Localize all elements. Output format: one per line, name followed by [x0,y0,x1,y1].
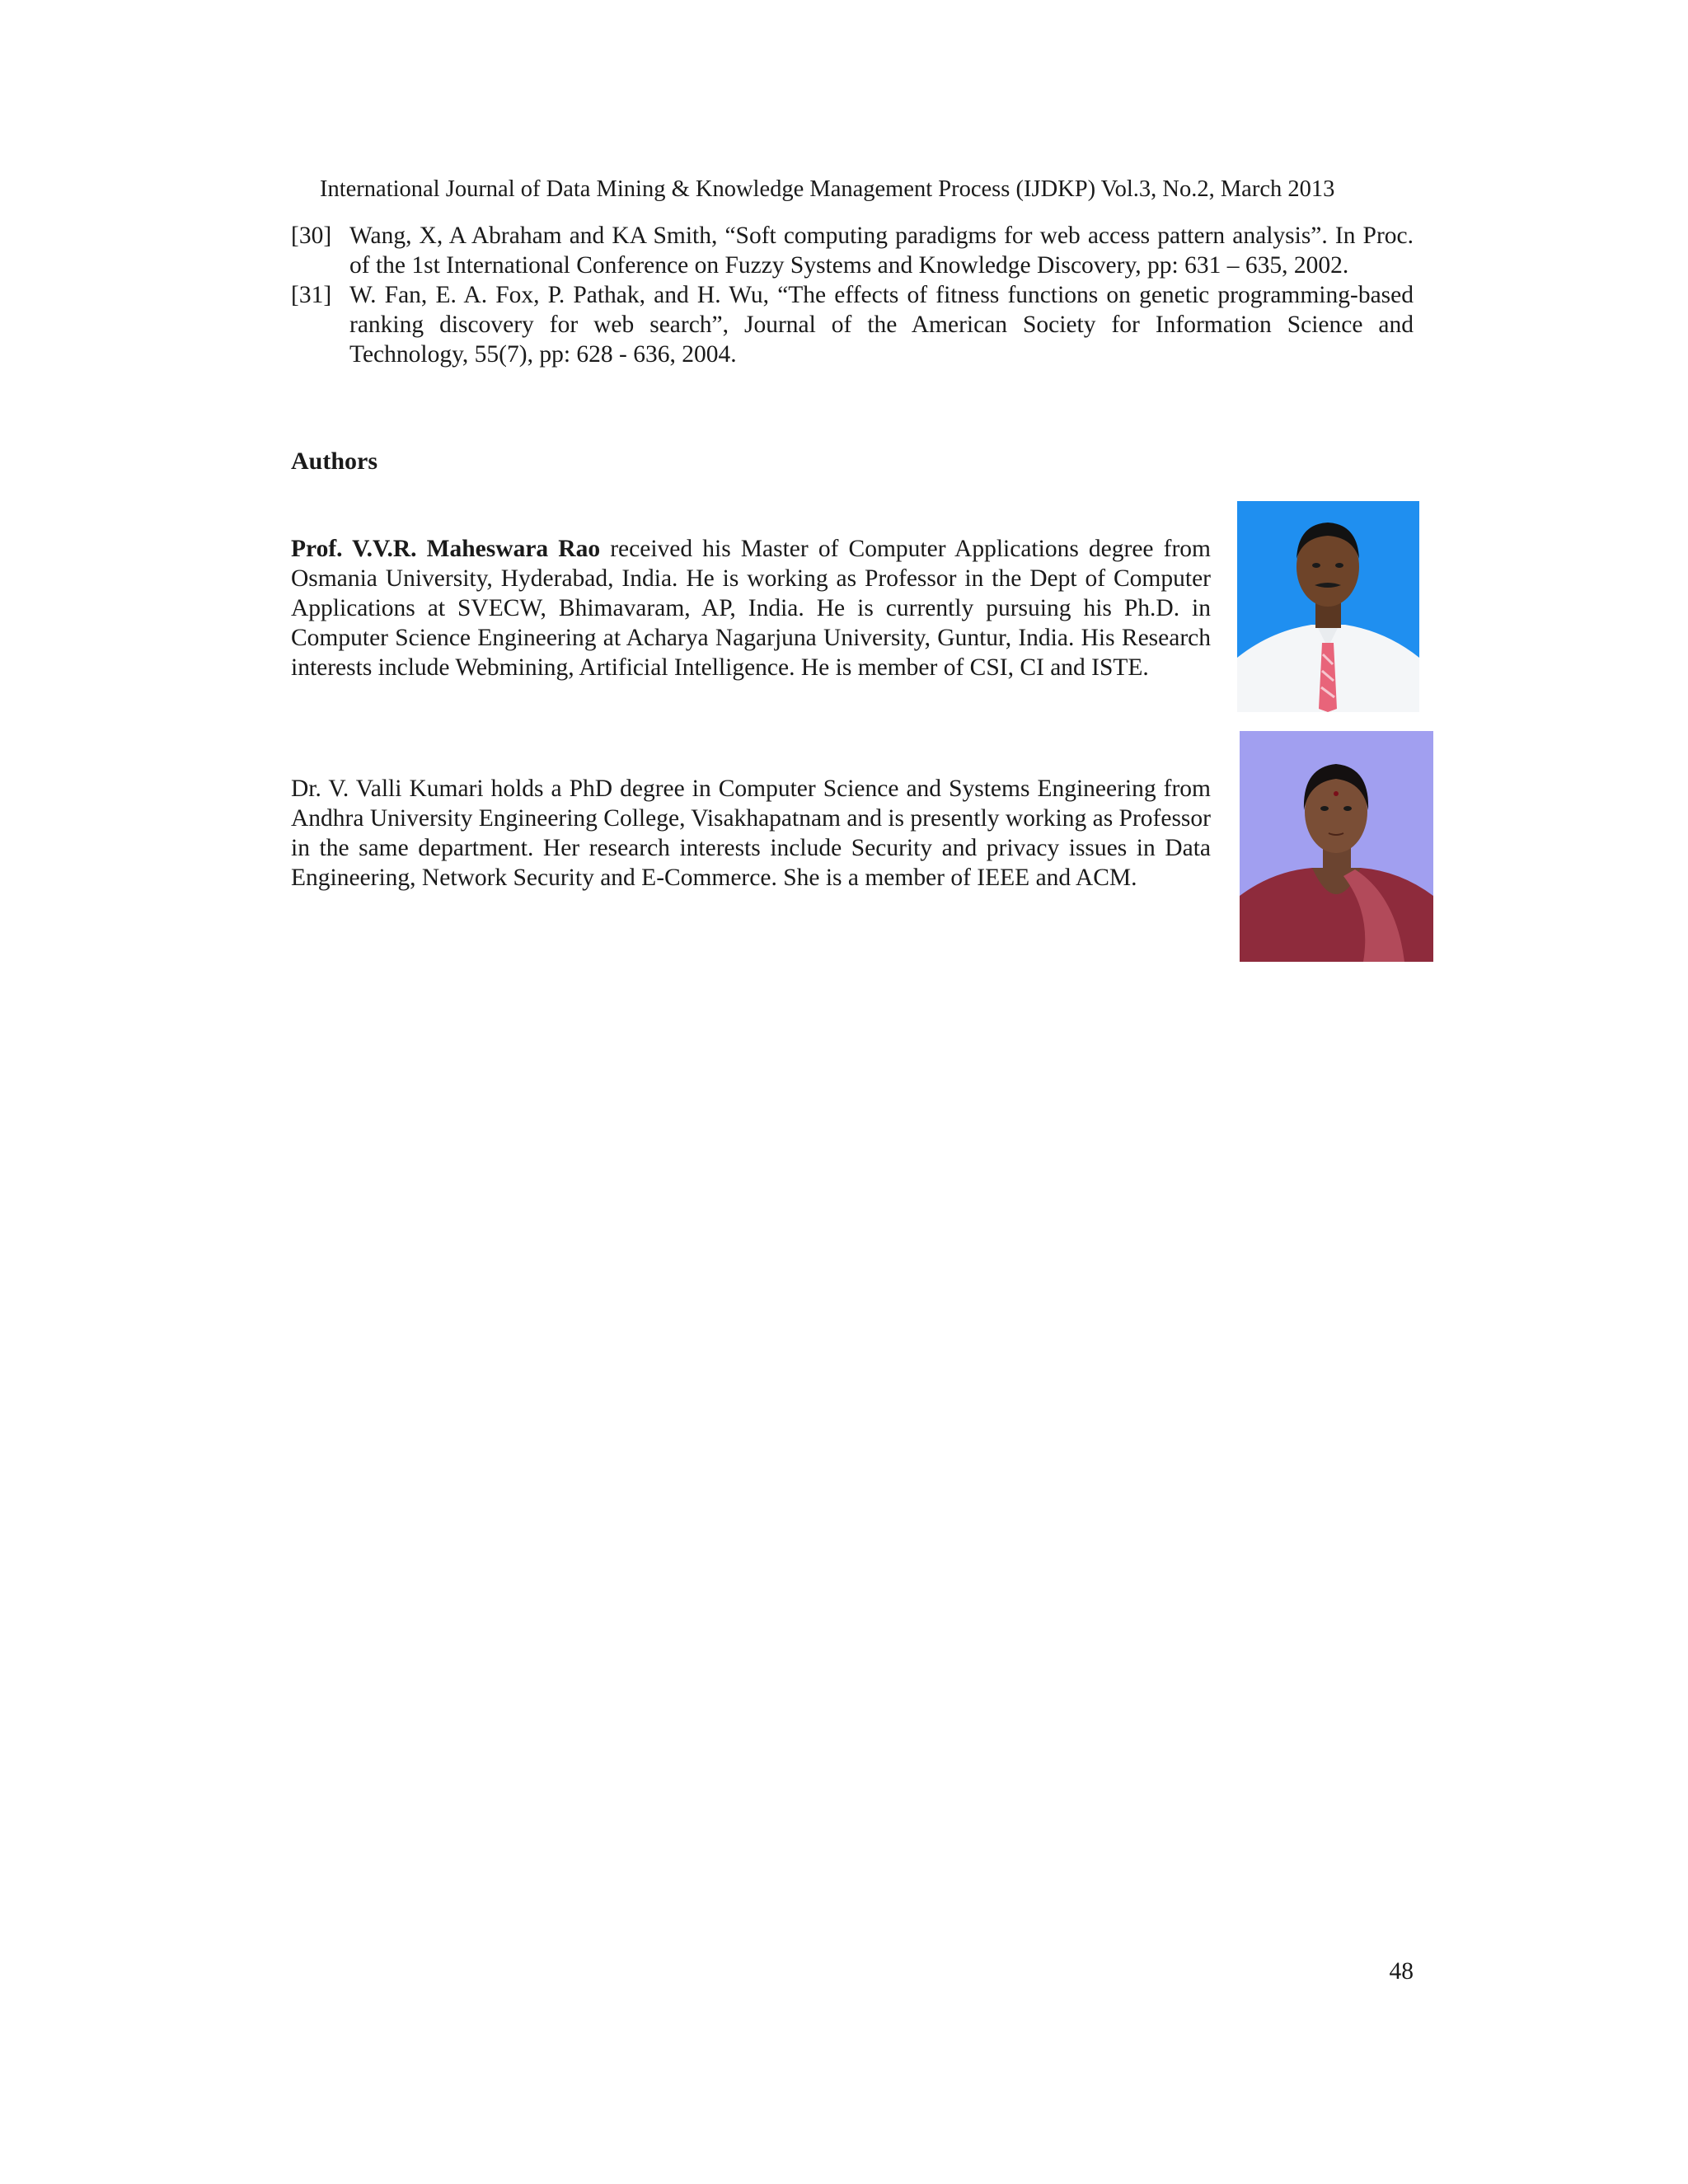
male-portrait-image [1237,501,1419,712]
reference-item [291,221,1414,280]
running-header: International Journal of Data Mining & Knowledge Management Process (IJDKP) Vol.3, No.2, March 2013 [320,176,1335,202]
reference-text: Wang, X, A Abraham and KA Smith, “Soft computing paradigms for web access pattern analysis”. In Proc. of the 1st International Conference on Fuzzy Systems and Knowledge Discovery, pp: 631 – 635, 2002. [349,223,1414,279]
author-name: Prof. V.V.R. Maheswara Rao [291,536,601,562]
author-bio-1 [291,534,1211,682]
author-bio-2: Dr. V. Valli Kumari holds a PhD degree in Computer Science and Systems Engineering from Andhra University Engineering College, Visakhapatnam and is presently working as Professor in the same department. Her research interests include Security and privacy issues in Data Engineering, Network Security and E-Commerce. She is a member of IEEE and ACM. [291,776,1211,891]
reference-list [291,221,1414,369]
reference-text: W. Fan, E. A. Fox, P. Pathak, and H. Wu, “The effects of fitness functions on genetic programming-based ranking discovery for web search”, Journal of the American Society for Information Science and Technology, 55(7), pp: 628 - 636, 2004. [349,282,1414,368]
reference-number: [30] [291,223,332,249]
author-photo-1 [1237,501,1419,712]
reference-number: [31] [291,282,332,308]
page-number: 48 [1389,1958,1414,1985]
author-bio-text: received his Master of Computer Applications degree from Osmania University, Hyderabad, India. He is working as Professor in the Dept of Computer Applications at SVECW, Bhimavaram, AP, India. He is currently pursuing his Ph.D. in Computer Science Engineering at Acharya Nagarjuna University, Guntur, India. His Research interests include Webmining, Artificial Intelligence. He is member of CSI, CI and ISTE. [291,536,1211,681]
reference-item [291,280,1414,369]
authors-heading: Authors [291,448,378,475]
author-photo-2 [1240,731,1433,962]
female-portrait-image [1240,731,1433,962]
